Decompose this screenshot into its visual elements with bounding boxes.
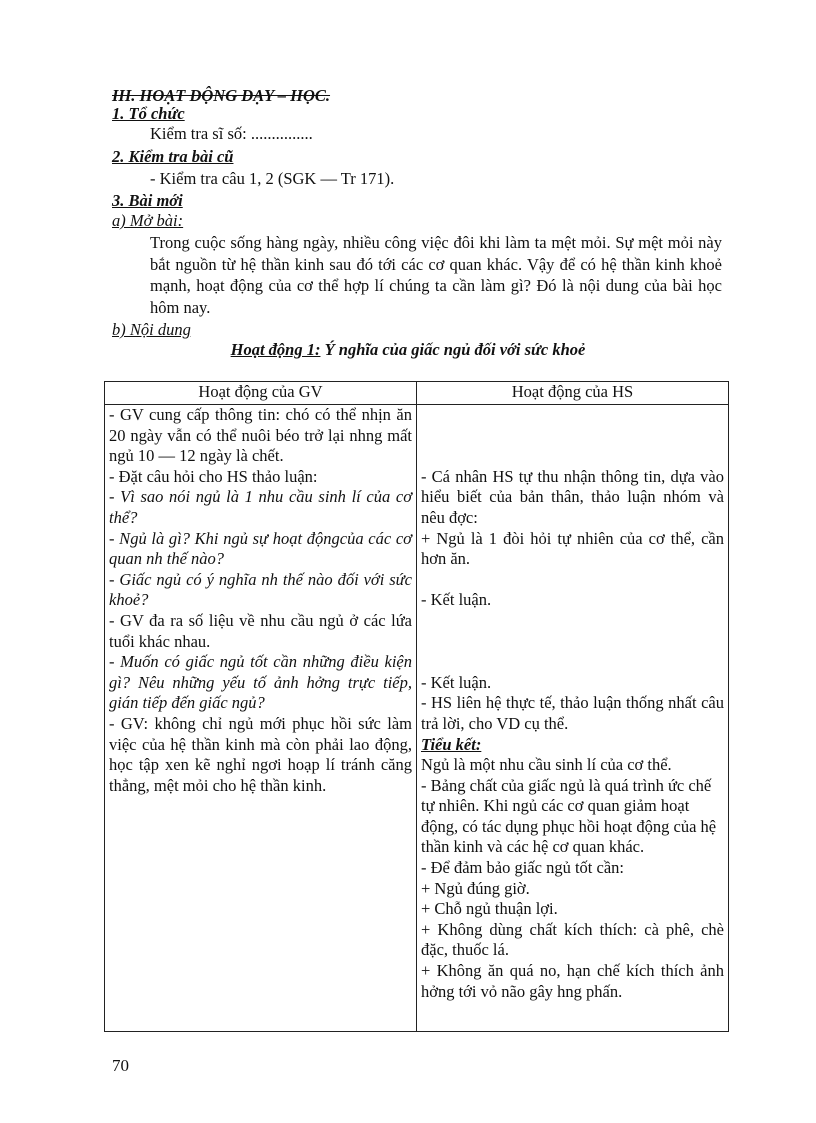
- page-number: 70: [112, 1056, 129, 1075]
- gv-item: - GV đa ra số liệu về nhu cầu ngủ ở các lứa tuổi khác nhau.: [109, 610, 412, 651]
- activity-label: Hoạt động 1:: [230, 340, 321, 359]
- summary-item: Ngủ là một nhu cầu sinh lí của cơ thể.: [421, 755, 672, 775]
- section-2-title: 2. Kiểm tra bài cũ: [112, 147, 234, 166]
- activity-table: [104, 381, 729, 1032]
- gv-item: - Muốn có giấc ngủ tốt cần những điều kiện gì? Nêu những yếu tố ảnh hởng trực tiếp, gián tiếp đến giấc ngủ?: [109, 652, 412, 713]
- gv-item: - GV: không chỉ ngủ mới phục hồi sức làm việc của hệ thần kinh mà còn phải lao động, học tập xen kẽ nghỉ ngơi hoạp lí tránh căng thẳng, mệt mỏi cho hệ thần kinh.: [109, 713, 412, 795]
- gv-item: - Đặt câu hỏi cho HS thảo luận:: [109, 466, 318, 486]
- gv-item: - Vì sao nói ngủ là 1 nhu cầu sinh lí của cơ thể?: [109, 487, 412, 527]
- hs-item: - HS liên hệ thực tế, thảo luận thống nhất câu trả lời, cho VD cụ thể.: [421, 693, 724, 733]
- gv-item: - Ngủ là gì? Khi ngủ sự hoạt độngcủa các cơ quan nh thế nào?: [109, 528, 412, 569]
- gv-cell: [105, 405, 417, 1032]
- section-1-line: Kiểm tra sĩ số: ...............: [150, 124, 313, 143]
- section-3-title: 3. Bài mới: [112, 191, 183, 210]
- summary-item: - Bảng chất của giấc ngủ là quá trình ức chế tự nhiên. Khi ngủ các cơ quan giảm hoạt động, có tác dụng phục hồi hoạt động của hệ thần kinh và các hệ cơ quan khác.: [421, 775, 717, 857]
- tieu-ket-label: Tiểu kết:: [421, 734, 482, 754]
- summary-item: + Chỗ ngủ thuận lợi.: [421, 899, 558, 919]
- section-2-line: - Kiểm tra câu 1, 2 (SGK — Tr 171).: [150, 169, 395, 188]
- table-body-row: [105, 405, 729, 1032]
- hs-cell: [417, 405, 729, 1032]
- activity-title: [0, 340, 816, 360]
- hs-item: + Ngủ là 1 đòi hỏi tự nhiên của cơ thể, cần hơn ăn.: [421, 528, 724, 569]
- activity-title-text: Ý nghĩa của giấc ngủ đối với sức khoẻ: [320, 340, 586, 359]
- gv-item: - Giấc ngủ có ý nghĩa nh thế nào đối với sức khoẻ?: [109, 569, 412, 610]
- section-b-title: b) Nội dung: [112, 320, 191, 339]
- summary-item: + Không ăn quá no, hạn chế kích thích ảnh hởng tới vỏ não gây hng phấn.: [421, 961, 724, 1001]
- table-header-row: [105, 382, 729, 405]
- hs-item: - Cá nhân HS tự thu nhận thông tin, dựa vào hiểu biết của bản thân, thảo luận nhóm và nêu đợc:: [421, 466, 724, 527]
- header-gv: Hoạt động của GV: [105, 382, 417, 405]
- header-hs: Hoạt động của HS: [417, 382, 729, 405]
- hs-item: - Kết luận.: [421, 672, 492, 692]
- gv-item: - GV cung cấp thông tin: chó có thể nhịn ăn 20 ngày vẫn có thể nuôi béo trở lại nhng mất ngủ 10 — 12 ngày là chết.: [109, 405, 412, 466]
- section-a-title: a) Mở bài:: [112, 211, 184, 230]
- summary-item: + Không dùng chất kích thích: cà phê, chè đặc, thuốc lá.: [421, 919, 724, 960]
- section-1-title: 1. Tổ chức: [112, 104, 185, 123]
- section-heading-iii: III. HOẠT ĐỘNG DẠY – HỌC.: [112, 86, 331, 105]
- summary-item: + Ngủ đúng giờ.: [421, 878, 530, 898]
- hs-item: - Kết luận.: [421, 590, 492, 610]
- summary-item: - Để đảm bảo giấc ngủ tốt cần:: [421, 858, 624, 878]
- intro-paragraph: Trong cuộc sống hàng ngày, nhiều công việc đôi khi làm ta mệt mỏi. Sự mệt mỏi này bắt nguồn từ hệ thần kinh sau đó tới các cơ quan khác. Vậy để có hệ thần kinh khoẻ mạnh, hoạt động của cơ thể hợp lí chúng ta cần làm gì? Đó là nội dung của bài học hôm nay.: [150, 233, 722, 317]
